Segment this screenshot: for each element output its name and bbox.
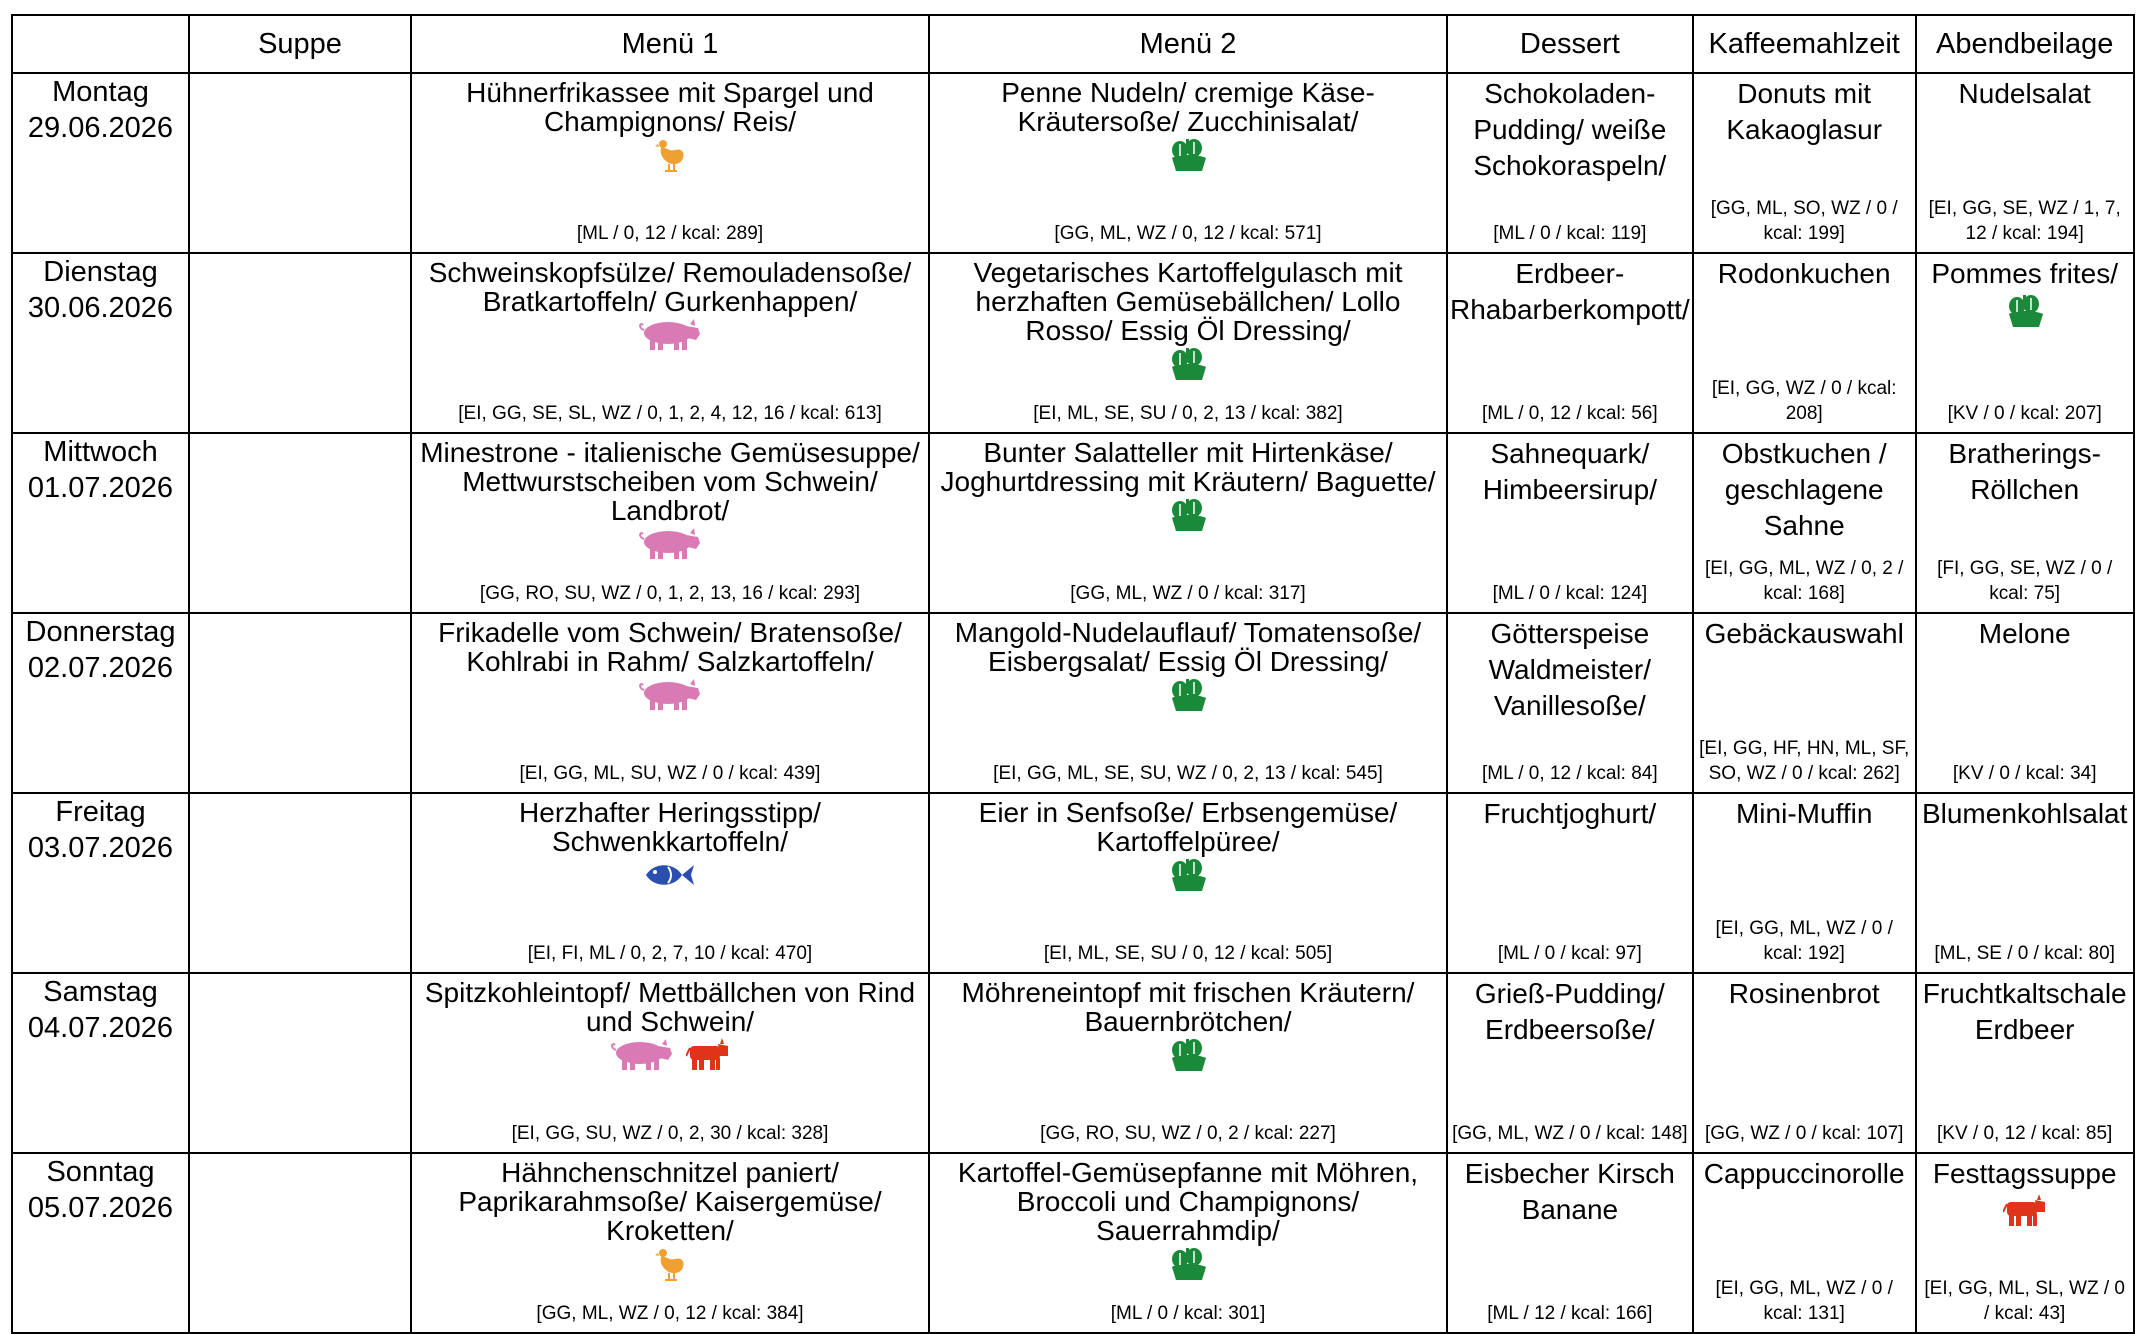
menu2-icons	[930, 1038, 1446, 1072]
menu2-content	[930, 794, 1446, 972]
menu1-cell	[411, 73, 929, 253]
kaffeemahlzeit-dish: Cappuccinorolle	[1703, 1158, 1905, 1189]
menu2-dish: Möhreneintopf mit frischen Kräutern/ Bauernbrötchen/	[961, 977, 1415, 1037]
menu2-icons	[930, 498, 1446, 532]
abendbeilage-allergen-info: [KV / 0 / kcal: 34]	[1952, 763, 2097, 784]
abendbeilage-cell	[1916, 613, 2134, 793]
menu1-dish: Minestrone - italienische Gemüsesuppe/ Mettwurstscheiben vom Schwein/ Landbrot/	[420, 437, 920, 526]
abendbeilage-dish: Melone	[1978, 618, 2071, 649]
abendbeilage-dish: Festtagssuppe	[1932, 1158, 2117, 1189]
abendbeilage-allergen-info: [KV / 0, 12 / kcal: 85]	[1937, 1123, 2113, 1144]
menu1-content	[412, 974, 928, 1152]
abendbeilage-content	[1917, 794, 2133, 972]
suppe-cell	[189, 253, 411, 433]
menu2-allergen-info: [GG, ML, WZ / 0, 12 / kcal: 571]	[1054, 223, 1322, 244]
day-name: Montag	[52, 76, 149, 108]
day-name: Donnerstag	[25, 616, 176, 648]
veggie-icon	[1162, 498, 1214, 515]
day-row	[12, 793, 2134, 973]
header-row	[12, 15, 2134, 73]
suppe-cell	[189, 433, 411, 613]
dessert-allergen-info: [ML / 0, 12 / kcal: 84]	[1482, 763, 1658, 784]
abendbeilage-cell	[1916, 793, 2134, 973]
abendbeilage-allergen-info: [ML, SE / 0 / kcal: 80]	[1934, 943, 2115, 964]
kaffeemahlzeit-allergen-info: [GG, ML, SO, WZ / 0 / kcal: 199]	[1710, 198, 1898, 244]
menu2-dish: Kartoffel-Gemüsepfanne mit Möhren, Broccoli und Champignons/ Sauerrahmdip/	[957, 1157, 1419, 1246]
veggie-icon	[1162, 347, 1214, 364]
dessert-content	[1448, 254, 1692, 432]
menu1-allergen-info: [EI, GG, ML, SU, WZ / 0 / kcal: 439]	[519, 763, 821, 784]
abendbeilage-allergen-info: [FI, GG, SE, WZ / 0 / kcal: 75]	[1937, 558, 2113, 604]
menu2-content	[930, 254, 1446, 432]
header-kaffeemahlzeit: Kaffeemahlzeit	[1693, 15, 1916, 73]
kaffeemahlzeit-allergen-info: [EI, GG, ML, WZ / 0 / kcal: 131]	[1715, 1278, 1893, 1324]
menu2-dish: Vegetarisches Kartoffelgulasch mit herzhaften Gemüsebällchen/ Lollo Rosso/ Essig Öl Dressing/	[973, 257, 1403, 346]
dessert-cell	[1447, 1153, 1693, 1333]
suppe-cell	[189, 73, 411, 253]
pig-icon	[632, 678, 708, 695]
kaffeemahlzeit-cell	[1693, 793, 1916, 973]
cow-icon	[1997, 1194, 2053, 1211]
menu1-content	[412, 794, 928, 972]
suppe-cell	[189, 1153, 411, 1333]
abendbeilage-content	[1917, 1154, 2133, 1332]
day-date: 04.07.2026	[27, 1012, 174, 1044]
day-name: Mittwoch	[43, 436, 158, 468]
abendbeilage-cell	[1916, 73, 2134, 253]
menu2-icons	[930, 678, 1446, 712]
dessert-allergen-info: [ML / 12 / kcal: 166]	[1487, 1303, 1653, 1324]
dessert-allergen-info: [ML / 0 / kcal: 119]	[1493, 223, 1647, 244]
kaffeemahlzeit-content	[1694, 794, 1915, 972]
veggie-icon	[1162, 1038, 1214, 1055]
menu1-cell	[411, 1153, 929, 1333]
menu1-icons	[412, 527, 928, 561]
dessert-content	[1448, 74, 1692, 252]
day-date: 02.07.2026	[27, 652, 174, 684]
menu1-cell	[411, 613, 929, 793]
menu1-icons	[412, 1247, 928, 1281]
kaffeemahlzeit-allergen-info: [GG, WZ / 0 / kcal: 107]	[1704, 1123, 1904, 1144]
abendbeilage-allergen-info: [EI, GG, ML, SL, WZ / 0 / kcal: 43]	[1924, 1278, 2125, 1324]
abendbeilage-content	[1917, 254, 2133, 432]
dessert-dish: Grieß-Pudding/ Erdbeersoße/	[1474, 978, 1665, 1045]
dessert-allergen-info: [ML / 0 / kcal: 97]	[1497, 943, 1642, 964]
dessert-dish: Fruchtjoghurt/	[1483, 798, 1657, 829]
abendbeilage-cell	[1916, 253, 2134, 433]
pig-icon	[604, 1038, 680, 1055]
menu2-icons	[930, 138, 1446, 172]
menu1-allergen-info: [EI, GG, SE, SL, WZ / 0, 1, 2, 4, 12, 16 / kcal: 613]	[458, 403, 882, 424]
menu2-cell	[929, 973, 1447, 1153]
day-date: 03.07.2026	[27, 832, 174, 864]
header-day	[12, 15, 189, 73]
veggie-icon	[1999, 294, 2051, 311]
kaffeemahlzeit-dish: Gebäckauswahl	[1704, 618, 1904, 649]
menu1-allergen-info: [GG, RO, SU, WZ / 0, 1, 2, 13, 16 / kcal: 293]	[479, 583, 861, 604]
kaffeemahlzeit-dish: Rodonkuchen	[1717, 258, 1891, 289]
chicken-icon	[649, 138, 691, 155]
day-date: 01.07.2026	[27, 472, 174, 504]
suppe-cell	[189, 613, 411, 793]
day-row	[12, 1153, 2134, 1333]
menu2-content	[930, 434, 1446, 612]
dessert-cell	[1447, 73, 1693, 253]
kaffeemahlzeit-content	[1694, 614, 1915, 792]
abendbeilage-cell	[1916, 1153, 2134, 1333]
day-cell	[12, 433, 189, 613]
day-cell	[12, 253, 189, 433]
suppe-cell	[189, 973, 411, 1153]
day-row	[12, 433, 2134, 613]
menu1-dish: Hühnerfrikassee mit Spargel und Champignons/ Reis/	[466, 77, 874, 137]
dessert-content	[1448, 974, 1692, 1152]
menu2-allergen-info: [ML / 0 / kcal: 301]	[1110, 1303, 1266, 1324]
kaffeemahlzeit-content	[1694, 434, 1915, 612]
veggie-icon	[1162, 1247, 1214, 1264]
menu2-dish: Penne Nudeln/ cremige Käse-Kräutersoße/ Zucchinisalat/	[1001, 77, 1375, 137]
menu2-cell	[929, 433, 1447, 613]
menu1-icons	[412, 858, 928, 892]
veggie-icon	[1162, 858, 1214, 875]
kaffeemahlzeit-content	[1694, 1154, 1915, 1332]
menu2-cell	[929, 613, 1447, 793]
header-menu1: Menü 1	[411, 15, 929, 73]
abendbeilage-cell	[1916, 973, 2134, 1153]
kaffeemahlzeit-dish: Obstkuchen / geschlagene Sahne	[1721, 438, 1887, 541]
dessert-dish: Eisbecher Kirsch Banane	[1464, 1158, 1675, 1225]
dessert-cell	[1447, 973, 1693, 1153]
menu1-allergen-info: [EI, FI, ML / 0, 2, 7, 10 / kcal: 470]	[527, 943, 813, 964]
abendbeilage-content	[1917, 434, 2133, 612]
menu1-icons	[412, 318, 928, 352]
day-cell	[12, 793, 189, 973]
day-row	[12, 253, 2134, 433]
day-name: Samstag	[43, 976, 158, 1008]
menu1-cell	[411, 793, 929, 973]
header-dessert: Dessert	[1447, 15, 1693, 73]
kaffeemahlzeit-allergen-info: [EI, GG, ML, WZ / 0, 2 / kcal: 168]	[1704, 558, 1904, 604]
kaffeemahlzeit-content	[1694, 974, 1915, 1152]
dessert-cell	[1447, 253, 1693, 433]
dessert-dish: Götterspeise Waldmeister/ Vanillesoße/	[1488, 618, 1651, 721]
abendbeilage-content	[1917, 974, 2133, 1152]
menu2-cell	[929, 253, 1447, 433]
dessert-cell	[1447, 613, 1693, 793]
kaffeemahlzeit-allergen-info: [EI, GG, ML, WZ / 0 / kcal: 192]	[1715, 918, 1893, 964]
day-cell	[12, 1153, 189, 1333]
menu2-content	[930, 974, 1446, 1152]
dessert-dish: Sahnequark/ Himbeersirup/	[1482, 438, 1657, 505]
menu2-cell	[929, 793, 1447, 973]
dessert-content	[1448, 434, 1692, 612]
menu2-content	[930, 1154, 1446, 1332]
menu1-content	[412, 254, 928, 432]
day-name: Freitag	[55, 796, 146, 828]
day-row	[12, 973, 2134, 1153]
menu1-icons	[412, 1038, 928, 1072]
kaffeemahlzeit-dish: Donuts mit Kakaoglasur	[1726, 78, 1883, 145]
day-cell	[12, 973, 189, 1153]
day-cell	[12, 73, 189, 253]
dessert-allergen-info: [ML / 0 / kcal: 124]	[1492, 583, 1648, 604]
menu2-allergen-info: [EI, ML, SE, SU / 0, 2, 13 / kcal: 382]	[1033, 403, 1343, 424]
kaffeemahlzeit-content	[1694, 254, 1915, 432]
dessert-cell	[1447, 433, 1693, 613]
menu2-dish: Eier in Senfsoße/ Erbsengemüse/ Kartoffelpüree/	[978, 797, 1398, 857]
abendbeilage-dish: Nudelsalat	[1958, 78, 2091, 109]
menu1-content	[412, 614, 928, 792]
menu2-allergen-info: [EI, GG, ML, SE, SU, WZ / 0, 2, 13 / kcal: 545]	[993, 763, 1383, 784]
header-abendbeilage: Abendbeilage	[1916, 15, 2134, 73]
menu1-content	[412, 434, 928, 612]
kaffeemahlzeit-cell	[1693, 613, 1916, 793]
abendbeilage-dish: Pommes frites/	[1931, 258, 2119, 289]
menu1-content	[412, 74, 928, 252]
menu2-allergen-info: [GG, ML, WZ / 0 / kcal: 317]	[1070, 583, 1306, 604]
menu2-dish: Bunter Salatteller mit Hirtenkäse/ Joghurtdressing mit Kräutern/ Baguette/	[940, 437, 1436, 497]
kaffeemahlzeit-cell	[1693, 253, 1916, 433]
pig-icon	[632, 527, 708, 544]
menu1-cell	[411, 253, 929, 433]
dessert-cell	[1447, 793, 1693, 973]
dessert-content	[1448, 614, 1692, 792]
abendbeilage-dish: Blumenkohlsalat	[1921, 798, 2128, 829]
menu2-content	[930, 74, 1446, 252]
day-name: Dienstag	[43, 256, 158, 288]
menu2-content	[930, 614, 1446, 792]
cow-icon	[680, 1038, 736, 1055]
day-date: 05.07.2026	[27, 1192, 174, 1224]
menu2-dish: Mangold-Nudelauflauf/ Tomatensoße/ Eisbergsalat/ Essig Öl Dressing/	[954, 617, 1422, 677]
dessert-dish: Erdbeer-Rhabarberkompott/	[1450, 258, 1690, 325]
day-date: 29.06.2026	[27, 112, 174, 144]
menu2-allergen-info: [GG, RO, SU, WZ / 0, 2 / kcal: 227]	[1040, 1123, 1336, 1144]
menu1-dish: Frikadelle vom Schwein/ Bratensoße/ Kohlrabi in Rahm/ Salzkartoffeln/	[438, 617, 902, 677]
menu1-dish: Spitzkohleintopf/ Mettbällchen von Rind und Schwein/	[424, 977, 916, 1037]
menu2-icons	[930, 347, 1446, 381]
abendbeilage-dish: Fruchtkaltschale Erdbeer	[1922, 978, 2127, 1045]
weekly-menu-table	[11, 14, 2135, 1334]
abendbeilage-dish: Bratherings-Röllchen	[1948, 438, 2101, 505]
menu1-allergen-info: [EI, GG, SU, WZ / 0, 2, 30 / kcal: 328]	[511, 1123, 829, 1144]
menu1-cell	[411, 433, 929, 613]
day-name: Sonntag	[46, 1156, 155, 1188]
pig-icon	[632, 318, 708, 335]
dessert-content	[1448, 794, 1692, 972]
abendbeilage-allergen-info: [EI, GG, SE, WZ / 1, 7, 12 / kcal: 194]	[1928, 198, 2121, 244]
suppe-cell	[189, 793, 411, 973]
menu1-icons	[412, 138, 928, 172]
kaffeemahlzeit-content	[1694, 74, 1915, 252]
menu1-dish: Herzhafter Heringsstipp/ Schwenkkartoffeln/	[519, 797, 821, 857]
menu2-cell	[929, 73, 1447, 253]
dessert-content	[1448, 1154, 1692, 1332]
abendbeilage-content	[1917, 614, 2133, 792]
kaffeemahlzeit-dish: Mini-Muffin	[1735, 798, 1873, 829]
fish-icon	[638, 858, 702, 875]
day-date: 30.06.2026	[27, 292, 174, 324]
day-row	[12, 613, 2134, 793]
kaffeemahlzeit-cell	[1693, 1153, 1916, 1333]
menu2-icons	[930, 858, 1446, 892]
header-menu2: Menü 2	[929, 15, 1447, 73]
menu1-cell	[411, 973, 929, 1153]
header-suppe: Suppe	[189, 15, 411, 73]
kaffeemahlzeit-allergen-info: [EI, GG, HF, HN, ML, SF, SO, WZ / 0 / kcal: 262]	[1699, 738, 1910, 784]
menu1-content	[412, 1154, 928, 1332]
abendbeilage-content	[1917, 74, 2133, 252]
day-cell	[12, 613, 189, 793]
dessert-allergen-info: [ML / 0, 12 / kcal: 56]	[1482, 403, 1658, 424]
menu2-icons	[930, 1247, 1446, 1281]
abendbeilage-icons	[1917, 1194, 2133, 1228]
chicken-icon	[649, 1247, 691, 1264]
kaffeemahlzeit-cell	[1693, 433, 1916, 613]
menu1-allergen-info: [GG, ML, WZ / 0, 12 / kcal: 384]	[536, 1303, 804, 1324]
kaffeemahlzeit-cell	[1693, 73, 1916, 253]
menu2-allergen-info: [EI, ML, SE, SU / 0, 12 / kcal: 505]	[1043, 943, 1333, 964]
kaffeemahlzeit-cell	[1693, 973, 1916, 1153]
veggie-icon	[1162, 678, 1214, 695]
menu1-dish: Schweinskopfsülze/ Remouladensoße/ Bratkartoffeln/ Gurkenhappen/	[428, 257, 912, 317]
day-row	[12, 73, 2134, 253]
menu1-icons	[412, 678, 928, 712]
veggie-icon	[1162, 138, 1214, 155]
dessert-allergen-info: [GG, ML, WZ / 0 / kcal: 148]	[1452, 1123, 1688, 1144]
menu1-allergen-info: [ML / 0, 12 / kcal: 289]	[576, 223, 764, 244]
dessert-dish: Schokoladen-Pudding/ weiße Schokoraspeln/	[1473, 78, 1667, 181]
abendbeilage-icons	[1917, 294, 2133, 328]
kaffeemahlzeit-allergen-info: [EI, GG, WZ / 0 / kcal: 208]	[1711, 378, 1897, 424]
menu1-dish: Hähnchenschnitzel paniert/ Paprikarahmsoße/ Kaisergemüse/ Kroketten/	[458, 1157, 882, 1246]
abendbeilage-allergen-info: [KV / 0 / kcal: 207]	[1947, 403, 2102, 424]
kaffeemahlzeit-dish: Rosinenbrot	[1728, 978, 1880, 1009]
menu2-cell	[929, 1153, 1447, 1333]
abendbeilage-cell	[1916, 433, 2134, 613]
